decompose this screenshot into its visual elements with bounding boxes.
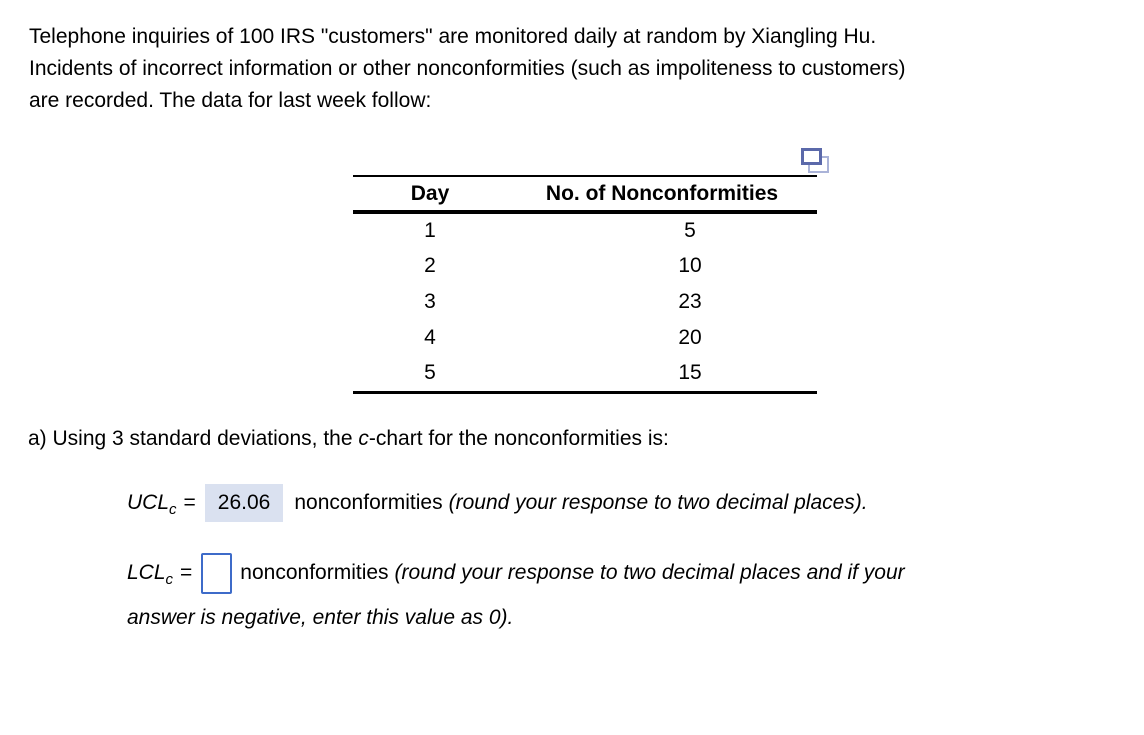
prompt-prefix: a) Using 3 standard deviations, the	[28, 426, 359, 450]
table-row	[353, 356, 817, 392]
lcl-unit-label: nonconformities	[240, 561, 389, 584]
nonconformities-cell: 15	[678, 361, 702, 385]
table-row	[353, 320, 817, 356]
table-row	[353, 248, 817, 284]
ucl-rounding-note: (round your response to two decimal places).	[448, 490, 868, 514]
day-cell: 1	[424, 219, 436, 242]
prompt-suffix: -chart for the nonconformities is:	[368, 426, 669, 450]
column-header-nonconformities: No. of Nonconformities	[545, 181, 779, 205]
ucl-variable-label: $UCL_c$	[127, 490, 177, 518]
nonconformities-cell: 20	[678, 326, 702, 349]
lcl-variable-label: $LCL_c$	[127, 561, 174, 589]
lcl-equals-sign: =	[180, 561, 193, 584]
table-row	[353, 212, 817, 248]
nonconformities-cell: 5	[684, 219, 696, 242]
quiz-page	[0, 21, 1144, 735]
ucl-answer-line	[127, 484, 1144, 522]
data-table-block	[353, 175, 817, 394]
lcl-input-field[interactable]	[201, 553, 232, 594]
part-a-prompt	[28, 425, 1144, 452]
problem-statement	[29, 21, 1114, 117]
problem-line-2: Incidents of incorrect information or other nonconformities (such as impoliteness to customers)	[29, 57, 906, 80]
copy-icon-front-rect	[801, 148, 822, 165]
ucl-value-field[interactable]: 26.06	[205, 484, 284, 522]
ucl-equals-sign: =	[183, 490, 196, 514]
lcl-answer-line	[127, 553, 1144, 594]
column-header-day: Day	[410, 181, 450, 205]
nonconformities-cell: 23	[678, 290, 702, 313]
table-row	[353, 284, 817, 320]
day-cell: 2	[424, 254, 436, 277]
problem-line-1: Telephone inquiries of 100 IRS "customers" are monitored daily at random by Xiangling Hu.	[29, 25, 877, 48]
lcl-rounding-note-line2: answer is negative, enter this value as 0).	[127, 605, 514, 629]
day-cell: 3	[424, 290, 436, 313]
day-cell: 4	[424, 326, 436, 349]
ucl-unit-label: nonconformities	[294, 490, 443, 514]
table-header-row	[353, 176, 817, 212]
copy-table-icon[interactable]	[801, 147, 829, 173]
day-cell: 5	[424, 361, 436, 385]
nonconformities-table	[353, 175, 817, 394]
problem-line-3: are recorded. The data for last week follow:	[29, 89, 432, 112]
lcl-rounding-note-line1: (round your response to two decimal places and if your	[394, 561, 905, 584]
nonconformities-cell: 10	[678, 254, 702, 277]
prompt-italic-c: c	[358, 426, 369, 450]
